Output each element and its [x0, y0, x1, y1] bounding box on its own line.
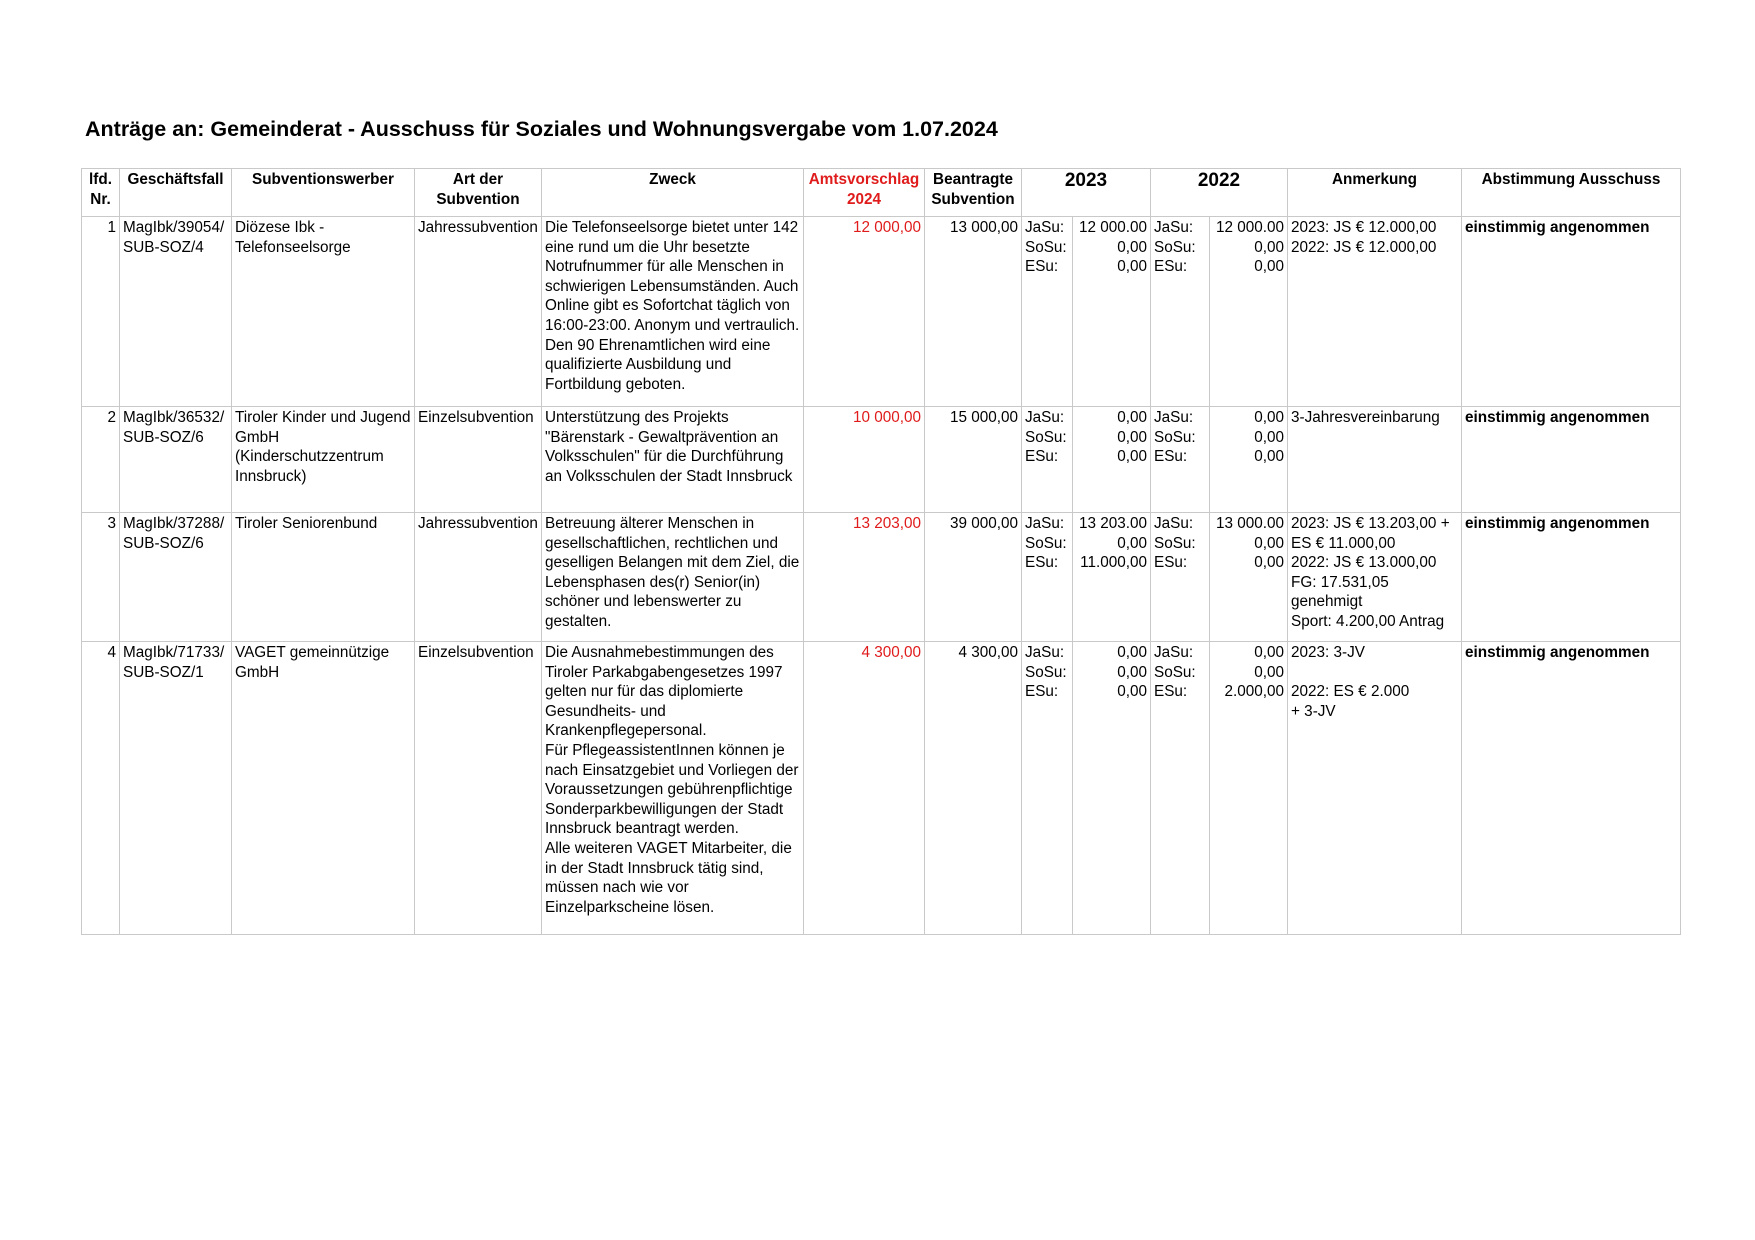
row-nr: 3 [82, 513, 120, 642]
table-row [82, 513, 1681, 642]
row-2022-values: 0,00 0,00 0,00 [1210, 407, 1288, 513]
row-amtsvorschlag: 13 203,00 [804, 513, 925, 642]
row-2022-labels: JaSu: SoSu: ESu: [1151, 513, 1210, 642]
row-beantragt: 15 000,00 [925, 407, 1022, 513]
row-2022-labels: JaSu: SoSu: ESu: [1151, 217, 1210, 407]
header-subventionswerber: Subventionswerber [232, 169, 415, 217]
row-amtsvorschlag: 10 000,00 [804, 407, 925, 513]
row-abstimmung: einstimmig angenommen [1462, 407, 1681, 513]
subvention-table [81, 168, 1681, 935]
header-year-2023: 2023 [1022, 169, 1151, 217]
row-beantragt: 13 000,00 [925, 217, 1022, 407]
row-2022-values: 0,00 0,00 2.000,00 [1210, 642, 1288, 935]
row-subventionswerber: Tiroler Kinder und Jugend GmbH (Kinderschutzzentrum Innsbruck) [232, 407, 415, 513]
row-anmerkung: 2023: JS € 12.000,00 2022: JS € 12.000,00 [1288, 217, 1462, 407]
table-row [82, 642, 1681, 935]
header-row [82, 169, 1681, 217]
row-subventionswerber: Tiroler Seniorenbund [232, 513, 415, 642]
row-beantragt: 4 300,00 [925, 642, 1022, 935]
header-art: Art der Subvention [415, 169, 542, 217]
row-abstimmung: einstimmig angenommen [1462, 642, 1681, 935]
header-amtsvorschlag: Amtsvorschlag 2024 [804, 169, 925, 217]
row-zweck-cell [542, 217, 804, 407]
row-art: Jahressubvention [415, 513, 542, 642]
header-zweck: Zweck [542, 169, 804, 217]
header-anmerkung: Anmerkung [1288, 169, 1462, 217]
row-nr: 1 [82, 217, 120, 407]
header-geschaeftsfall: Geschäftsfall [120, 169, 232, 217]
row-subventionswerber: Diözese Ibk - Telefonseelsorge [232, 217, 415, 407]
row-2022-values: 13 000.00 0,00 0,00 [1210, 513, 1288, 642]
row-2022-values: 12 000.00 0,00 0,00 [1210, 217, 1288, 407]
table-row [82, 217, 1681, 407]
row-amtsvorschlag: 4 300,00 [804, 642, 925, 935]
row-2023-labels: JaSu: SoSu: ESu: [1022, 642, 1073, 935]
row-2023-labels: JaSu: SoSu: ESu: [1022, 407, 1073, 513]
row-geschaeftsfall: MagIbk/71733/ SUB-SOZ/1 [120, 642, 232, 935]
row-subventionswerber: VAGET gemeinnützige GmbH [232, 642, 415, 935]
row-2023-values: 0,00 0,00 0,00 [1073, 407, 1151, 513]
row-2023-labels: JaSu: SoSu: ESu: [1022, 217, 1073, 407]
header-beantragt: Beantragte Subvention [925, 169, 1022, 217]
row-geschaeftsfall: MagIbk/39054/ SUB-SOZ/4 [120, 217, 232, 407]
row-zweck: Die Telefonseelsorge bietet unter 142 eine rund um die Uhr besetzte Notrufnummer für alle Menschen in schwierigen Lebensumständen. Auch Online gibt es Sofortchat täglich von 16:00-23:00. Anonym und vertraulich. Den 90 Ehrenamtlichen wird eine qualifizierte Ausbildung und Fortbildung geboten. [545, 219, 800, 393]
row-art: Einzelsubvention [415, 642, 542, 935]
row-2023-values: 12 000.00 0,00 0,00 [1073, 217, 1151, 407]
row-2023-values: 0,00 0,00 0,00 [1073, 642, 1151, 935]
row-anmerkung: 2023: 3-JV 2022: ES € 2.000 + 3-JV [1288, 642, 1462, 935]
table-row [82, 407, 1681, 513]
row-zweck: Unterstützung des Projekts "Bärenstark - Gewaltprävention an Volksschulen" für die Durchführung an Volksschulen der Stadt Innsbruck [542, 407, 804, 513]
row-nr: 4 [82, 642, 120, 935]
row-anmerkung: 3-Jahresvereinbarung [1288, 407, 1462, 513]
row-abstimmung: einstimmig angenommen [1462, 217, 1681, 407]
row-2023-labels: JaSu: SoSu: ESu: [1022, 513, 1073, 642]
row-geschaeftsfall: MagIbk/36532/ SUB-SOZ/6 [120, 407, 232, 513]
row-beantragt: 39 000,00 [925, 513, 1022, 642]
row-zweck: Betreuung älterer Menschen in gesellschaftlichen, rechtlichen und geselligen Belangen mit dem Ziel, die Lebensphasen des(r) Senior(in) schöner und lebenswerter zu gestalten. [542, 513, 804, 642]
row-art: Einzelsubvention [415, 407, 542, 513]
row-art: Jahressubvention [415, 217, 542, 407]
row-anmerkung: 2023: JS € 13.203,00 + ES € 11.000,00 2022: JS € 13.000,00 FG: 17.531,05 genehmigt Sport: 4.200,00 Antrag [1288, 513, 1462, 642]
row-2022-labels: JaSu: SoSu: ESu: [1151, 642, 1210, 935]
row-2022-labels: JaSu: SoSu: ESu: [1151, 407, 1210, 513]
page-title: Anträge an: Gemeinderat - Ausschuss für Soziales und Wohnungsvergabe vom 1.07.2024 [85, 117, 998, 141]
row-2023-values: 13 203.00 0,00 11.000,00 [1073, 513, 1151, 642]
row-geschaeftsfall: MagIbk/37288/ SUB-SOZ/6 [120, 513, 232, 642]
header-nr: lfd. Nr. [82, 169, 120, 217]
row-amtsvorschlag: 12 000,00 [804, 217, 925, 407]
header-year-2022: 2022 [1151, 169, 1288, 217]
header-abstimmung: Abstimmung Ausschuss [1462, 169, 1681, 217]
row-abstimmung: einstimmig angenommen [1462, 513, 1681, 642]
row-zweck: Die Ausnahmebestimmungen des Tiroler Parkabgabengesetzes 1997 gelten nur für das diplomierte Gesundheits- und Krankenpflegepersonal. Für PflegeassistentInnen können je nach Einsatzgebiet und Vorliegen der Voraussetzungen gebührenpflichtige Sonderparkbewilligungen der Stadt Innsbruck beantragt werden. Alle weiteren VAGET Mitarbeiter, die in der Stadt Innsbruck tätig sind, müssen nach wie vor Einzelparkscheine lösen. [542, 642, 804, 935]
row-nr: 2 [82, 407, 120, 513]
